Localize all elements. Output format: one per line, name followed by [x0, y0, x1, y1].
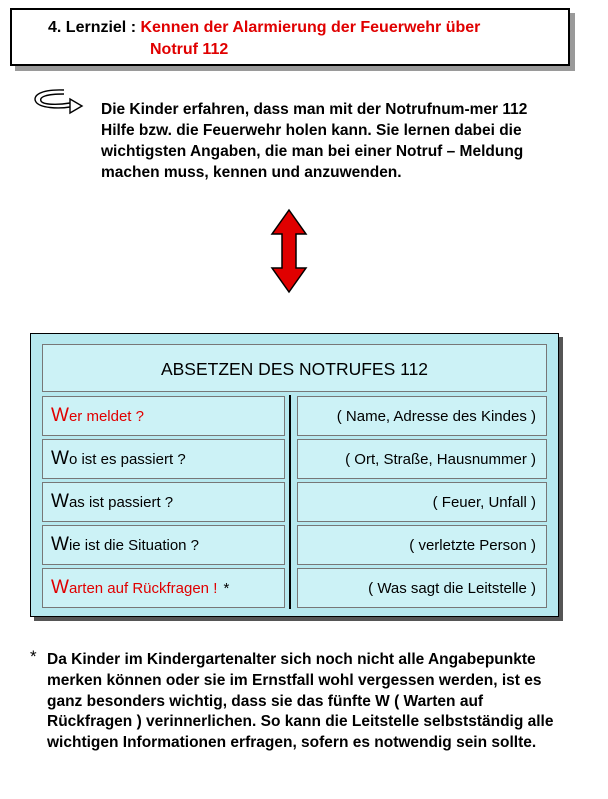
header-prefix: 4. Lernziel : [48, 19, 141, 36]
question-cell [42, 482, 285, 522]
answer-cell: ( Ort, Straße, Hausnummer ) [297, 439, 547, 479]
header-title-red-line2: Notruf 112 [150, 41, 229, 58]
footnote-text: Da Kinder im Kindergartenalter sich noch nicht alle Angabepunkte merken können oder sie im Ernstfall wohl vergessen werden, ist es ganz besonders wichtig, dass sie das fünfte W ( Warten auf Rückfragen ) verinnerlichen. So kann die Leitstelle selbstständig alle wichtigen Informationen erfragen, sofern es notwendig sein sollte. [47, 651, 554, 752]
question-initial: W [51, 405, 69, 426]
intro-text: Die Kinder erfahren, dass man mit der Notrufnum-mer 112 Hilfe bzw. die Feuerwehr holen kann. Sie lernen dabei die wichtigsten Angaben, die man bei einer Notruf – Meldung machen muss, kennen und anzuwenden. [101, 101, 528, 181]
question-text: ie ist die Situation ? [68, 536, 200, 554]
question-text: as ist passiert ? [68, 493, 174, 511]
question-text: er meldet ? [68, 407, 144, 425]
question-footnote-marker: * [223, 579, 230, 597]
answer-cell: ( Was sagt die Leitstelle ) [297, 568, 547, 608]
question-initial: W [51, 491, 69, 512]
header-title [48, 19, 480, 37]
question-cell [42, 568, 285, 608]
table-title: ABSETZEN DES NOTRUFES 112 [42, 344, 547, 392]
question-text: o ist es passiert ? [68, 450, 186, 468]
question-initial: W [51, 534, 69, 555]
question-cell [42, 525, 285, 565]
curved-arrow-icon [30, 86, 86, 127]
question-cell [42, 439, 285, 479]
question-text: arten auf Rückfragen ! [68, 579, 222, 597]
question-initial: W [51, 448, 69, 469]
column-divider [289, 395, 291, 609]
header-title-red: Kennen der Alarmierung der Feuerwehr über [140, 19, 481, 36]
answer-cell: ( verletzte Person ) [297, 525, 547, 565]
question-initial: W [51, 577, 69, 598]
header-box [10, 8, 570, 66]
double-arrow-icon [270, 208, 308, 299]
answer-cell: ( Name, Adresse des Kindes ) [297, 396, 547, 436]
question-cell [42, 396, 285, 436]
answer-cell: ( Feuer, Unfall ) [297, 482, 547, 522]
footnote-star: * [30, 647, 37, 666]
